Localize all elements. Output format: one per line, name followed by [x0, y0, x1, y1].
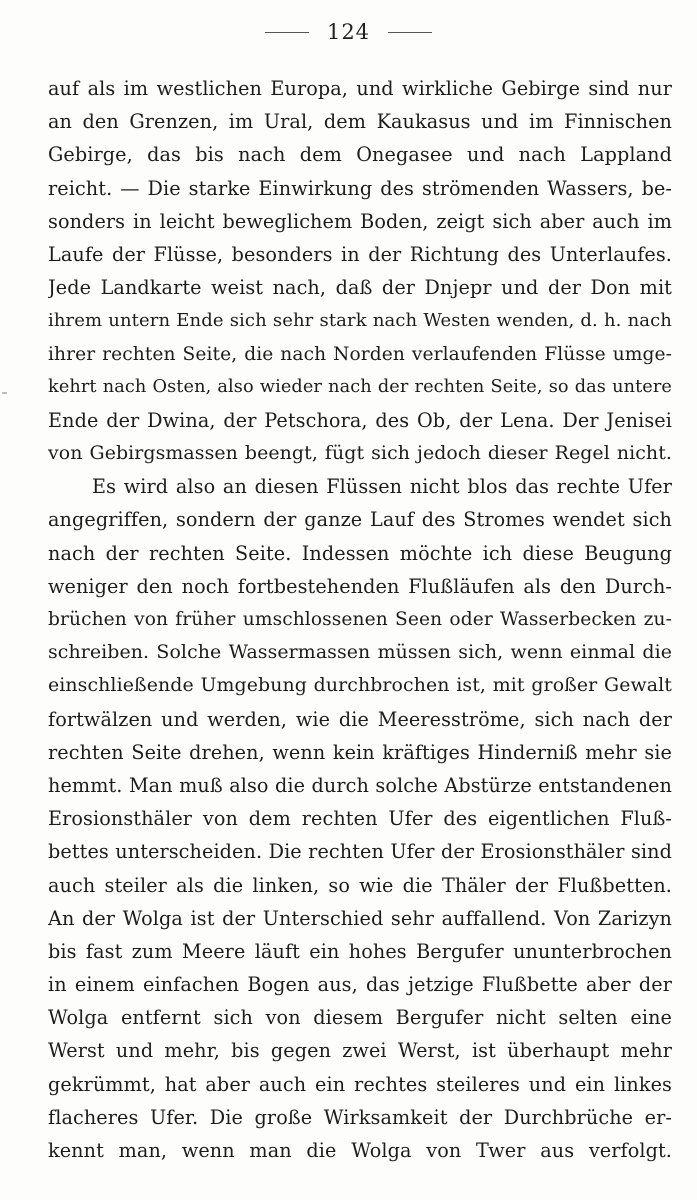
text-line: Laufe der Flüsse, besonders in der Richtung des Unterlaufes.	[48, 242, 672, 266]
text-line: reicht. — Die starke Einwirkung des strömenden Wassers, be-	[48, 176, 672, 200]
text-line: Es wird also an diesen Flüssen nicht blos das rechte Ufer	[92, 475, 672, 499]
text-line: ihrem untern Ende sich sehr stark nach Westen wenden, d. h. nach	[48, 310, 672, 332]
text-line: Erosionsthäler von dem rechten Ufer des eigentlichen Fluß-	[48, 807, 672, 831]
header-rule-left	[265, 32, 309, 33]
text-line: Jede Landkarte weist nach, daß der Dnjepr und der Don mit	[48, 276, 672, 300]
text-line: auf als im westlichen Europa, und wirkliche Gebirge sind nur	[48, 77, 672, 100]
text-line: angegriffen, sondern der ganze Lauf des Stromes wendet sich	[48, 508, 672, 532]
text-line: einschließende Umgebung durchbrochen ist, mit großer Gewalt	[48, 674, 672, 697]
text-line: rechten Seite drehen, wenn kein kräftiges Hinderniß mehr sie	[48, 740, 672, 764]
text-line: kehrt nach Osten, also wieder nach der rechten Seite, so das untere	[48, 376, 672, 397]
text-line: Gebirge, das bis nach dem Onegasee und nach Lappland	[48, 143, 672, 167]
text-line: von Gebirgsmassen beengt, fügt sich jedoch dieser Regel nicht.	[48, 442, 672, 465]
text-line: kennt man, wenn man die Wolga von Twer aus verfolgt.	[48, 1139, 672, 1162]
text-line: schreiben. Solche Wassermassen müssen sich, wenn einmal die	[48, 641, 672, 664]
text-line: nach der rechten Seite. Indessen möchte ich diese Beugung	[48, 541, 672, 565]
page-number: 124	[326, 20, 371, 44]
text-line: an den Grenzen, im Ural, dem Kaukasus und im Finnischen	[48, 110, 672, 134]
text-line: flacheres Ufer. Die große Wirksamkeit der Durchbrüche er-	[48, 1105, 672, 1129]
text-line: gekrümmt, hat aber auch ein rechtes steileres und ein linkes	[48, 1072, 672, 1096]
text-line: bis fast zum Meere läuft ein hohes Bergufer ununterbrochen	[48, 939, 672, 963]
text-line: brüchen von früher umschlossenen Seen oder Wasserbecken zu-	[48, 609, 672, 630]
text-line: sonders in leicht beweglichem Boden, zeigt sich aber auch im	[48, 209, 672, 233]
text-line: hemmt. Man muß also die durch solche Abstürze entstandenen	[48, 773, 672, 797]
text-line: bettes unterscheiden. Die rechten Ufer der Erosionsthäler sind	[48, 840, 672, 864]
text-line: An der Wolga ist der Unterschied sehr auffallend. Von Zarizyn	[48, 906, 672, 930]
body-text	[48, 72, 672, 1167]
text-line: fortwälzen und werden, wie die Meeresströme, sich nach der	[48, 707, 672, 731]
page-header	[0, 14, 697, 50]
text-line: weniger den noch fortbestehenden Flußläufen als den Durch-	[48, 574, 672, 598]
text-line: Werst und mehr, bis gegen zwei Werst, ist überhaupt mehr	[48, 1039, 672, 1063]
text-line: in einem einfachen Bogen aus, das jetzige Flußbette aber der	[48, 973, 672, 997]
header-rule-right	[388, 32, 432, 33]
text-line: auch steiler als die linken, so wie die Thäler der Flußbetten.	[48, 873, 672, 897]
margin-mark	[2, 392, 7, 394]
text-line: Wolga entfernt sich von diesem Bergufer nicht selten eine	[48, 1006, 672, 1030]
text-line: Ende der Dwina, der Petschora, des Ob, der Lena. Der Jenisei	[48, 408, 672, 432]
text-line: ihrer rechten Seite, die nach Norden verlaufenden Flüsse umge-	[48, 343, 672, 365]
